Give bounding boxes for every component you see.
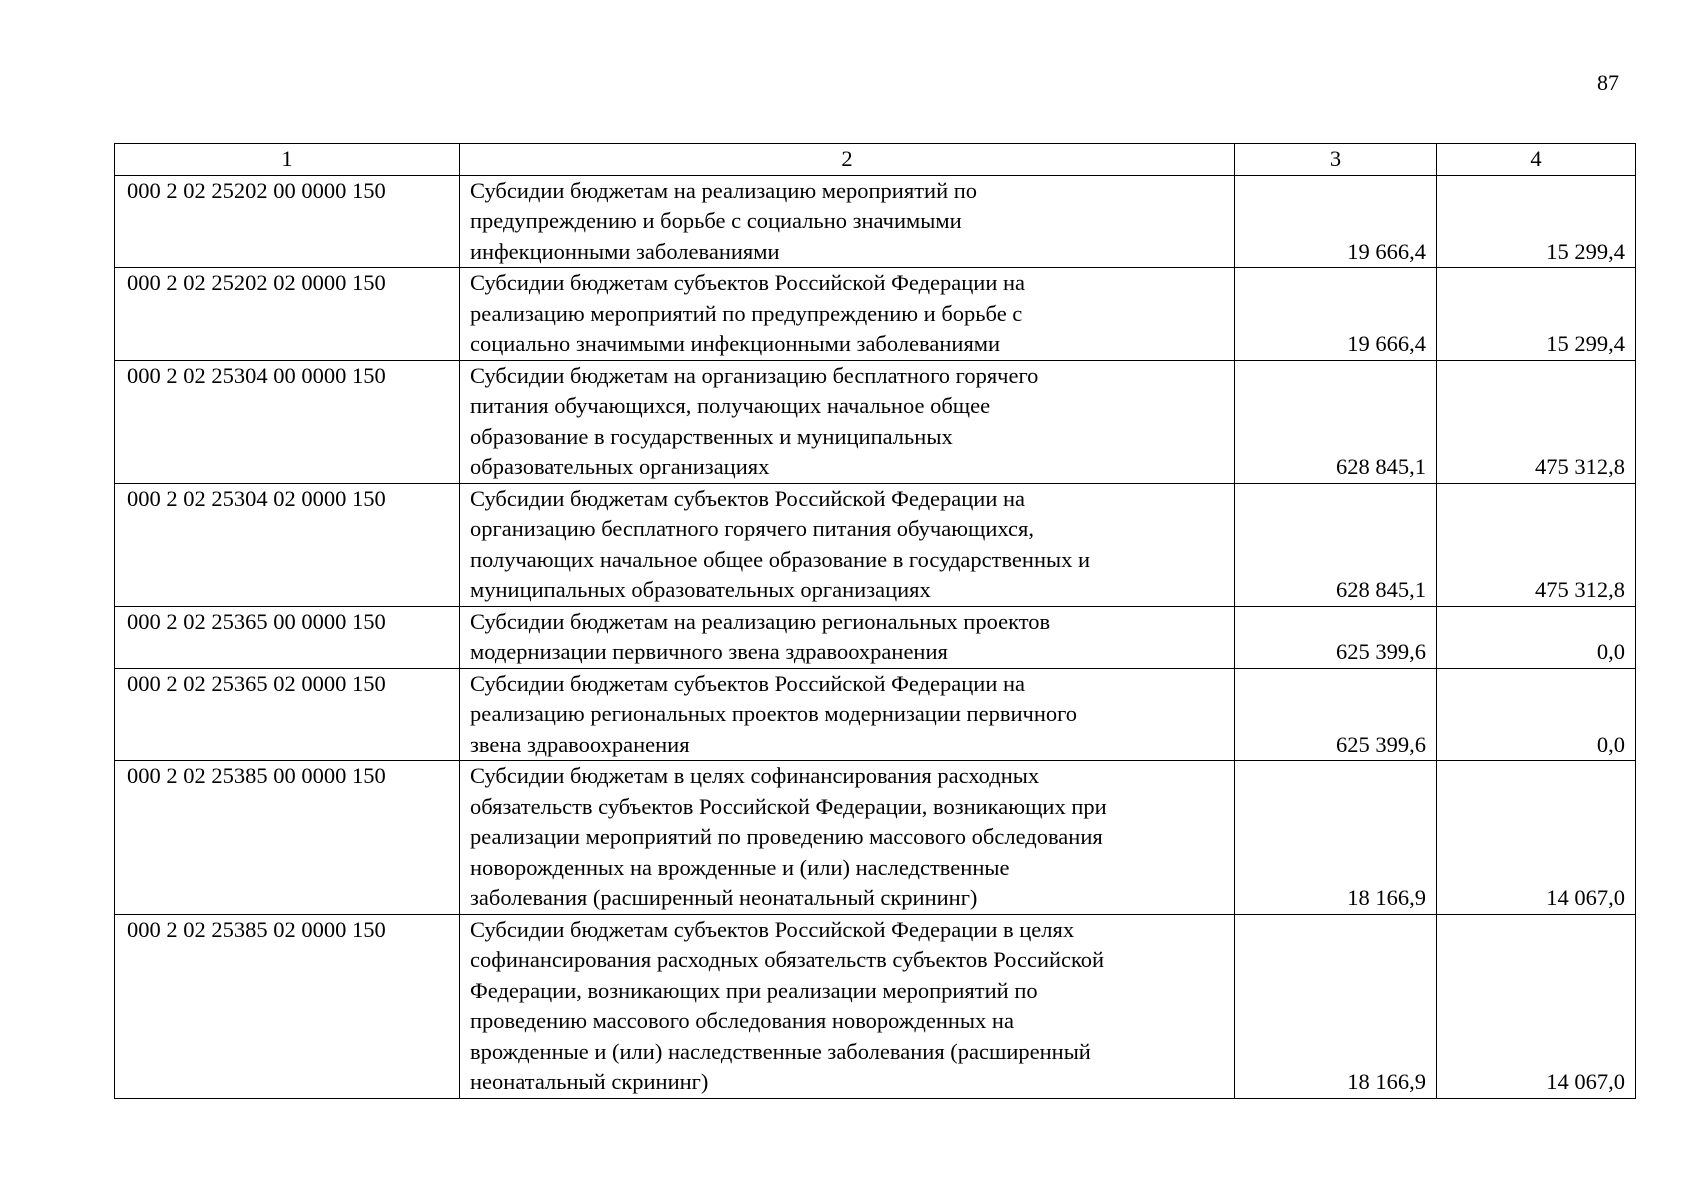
row-name	[460, 761, 1235, 915]
row-value-col4: 475 312,8	[1437, 483, 1636, 606]
row-name-line: получающих начальное общее образование в государственных и	[470, 546, 1091, 572]
row-value-col3: 19 666,4	[1235, 268, 1437, 361]
row-value-col4: 0,0	[1437, 668, 1636, 761]
row-name-line: образование в государственных и муниципальных	[470, 423, 953, 449]
table-row	[115, 606, 1636, 668]
row-name	[460, 606, 1235, 668]
table-row	[115, 914, 1636, 1098]
column-header-2: 2	[460, 144, 1235, 176]
row-name-line: организацию бесплатного горячего питания обучающихся,	[470, 516, 1034, 541]
table-row	[115, 668, 1636, 761]
row-value-col3: 18 166,9	[1235, 914, 1437, 1098]
row-value-col4: 14 067,0	[1437, 761, 1636, 915]
row-name-line: инфекционными заболеваниями	[470, 238, 780, 264]
row-name	[460, 360, 1235, 483]
row-name	[460, 268, 1235, 361]
row-name-line: социально значимыми инфекционными заболеваниями	[470, 331, 1001, 356]
row-name-line: Субсидии бюджетам субъектов Российской Федерации в целях	[470, 916, 1075, 942]
row-code: 000 2 02 25202 00 0000 150	[115, 175, 460, 268]
row-name-line: неонатальный скрининг)	[470, 1069, 709, 1094]
table-row	[115, 483, 1636, 606]
row-code: 000 2 02 25304 02 0000 150	[115, 483, 460, 606]
table-row	[115, 360, 1636, 483]
row-value-col4: 14 067,0	[1437, 914, 1636, 1098]
row-value-col3: 628 845,1	[1235, 360, 1437, 483]
table-row	[115, 761, 1636, 915]
row-code: 000 2 02 25385 00 0000 150	[115, 761, 460, 915]
row-code: 000 2 02 25385 02 0000 150	[115, 914, 460, 1098]
row-name-line: врожденные и (или) наследственные заболевания (расширенный	[470, 1038, 1091, 1064]
row-name-line: обязательств субъектов Российской Федерации, возникающих при	[470, 793, 1107, 819]
row-name-line: софинансирования расходных обязательств субъектов Российской	[470, 947, 1105, 972]
budget-table	[114, 143, 1636, 1099]
row-name-line: заболевания (расширенный неонатальный скрининг)	[470, 885, 978, 910]
row-name-line: модернизации первичного звена здравоохранения	[470, 639, 948, 664]
row-name-line: муниципальных образовательных организациях	[470, 577, 931, 602]
row-value-col3: 625 399,6	[1235, 606, 1437, 668]
column-header-4: 4	[1437, 144, 1636, 176]
column-header-3: 3	[1235, 144, 1437, 176]
row-name-line: реализацию мероприятий по предупреждению и борьбе с	[470, 300, 1023, 326]
table-header-row	[115, 144, 1636, 176]
table-body	[115, 175, 1636, 1098]
row-name-line: Субсидии бюджетам на реализацию региональных проектов	[470, 608, 1051, 634]
row-code: 000 2 02 25304 00 0000 150	[115, 360, 460, 483]
row-name-line: Федерации, возникающих при реализации мероприятий по	[470, 977, 1038, 1003]
row-value-col4: 475 312,8	[1437, 360, 1636, 483]
table-row	[115, 175, 1636, 268]
row-name-line: новорожденных на врожденные и (или) наследственные	[470, 854, 1010, 880]
row-name-line: Субсидии бюджетам субъектов Российской Федерации на	[470, 270, 1026, 295]
row-name-line: звена здравоохранения	[470, 731, 690, 757]
column-header-1: 1	[115, 144, 460, 176]
row-value-col3: 19 666,4	[1235, 175, 1437, 268]
row-name-line: образовательных организациях	[470, 454, 770, 479]
row-value-col4: 15 299,4	[1437, 268, 1636, 361]
row-name-line: Субсидии бюджетам субъектов Российской Федерации на	[470, 485, 1026, 511]
row-name-line: Субсидии бюджетам в целях софинансирования расходных	[470, 763, 1040, 788]
row-value-col3: 625 399,6	[1235, 668, 1437, 761]
row-name-line: реализации мероприятий по проведению массового обследования	[470, 824, 1103, 849]
row-value-col4: 15 299,4	[1437, 175, 1636, 268]
row-value-col4: 0,0	[1437, 606, 1636, 668]
row-code: 000 2 02 25365 00 0000 150	[115, 606, 460, 668]
row-name-line: Субсидии бюджетам на организацию бесплатного горячего	[470, 362, 1039, 388]
row-name-line: Субсидии бюджетам субъектов Российской Федерации на	[470, 670, 1026, 696]
row-name	[460, 668, 1235, 761]
row-code: 000 2 02 25365 02 0000 150	[115, 668, 460, 761]
row-value-col3: 18 166,9	[1235, 761, 1437, 915]
row-name	[460, 175, 1235, 268]
row-value-col3: 628 845,1	[1235, 483, 1437, 606]
page-number: 87	[1597, 70, 1619, 95]
row-name-line: Субсидии бюджетам на реализацию мероприятий по	[470, 177, 978, 203]
row-name-line: предупреждению и борьбе с социально значимыми	[470, 208, 962, 233]
row-name	[460, 914, 1235, 1098]
row-name-line: питания обучающихся, получающих начальное общее	[470, 393, 991, 418]
row-code: 000 2 02 25202 02 0000 150	[115, 268, 460, 361]
table-row	[115, 268, 1636, 361]
row-name	[460, 483, 1235, 606]
row-name-line: реализацию региональных проектов модернизации первичного	[470, 701, 1078, 726]
row-name-line: проведению массового обследования новорожденных на	[470, 1008, 1014, 1033]
